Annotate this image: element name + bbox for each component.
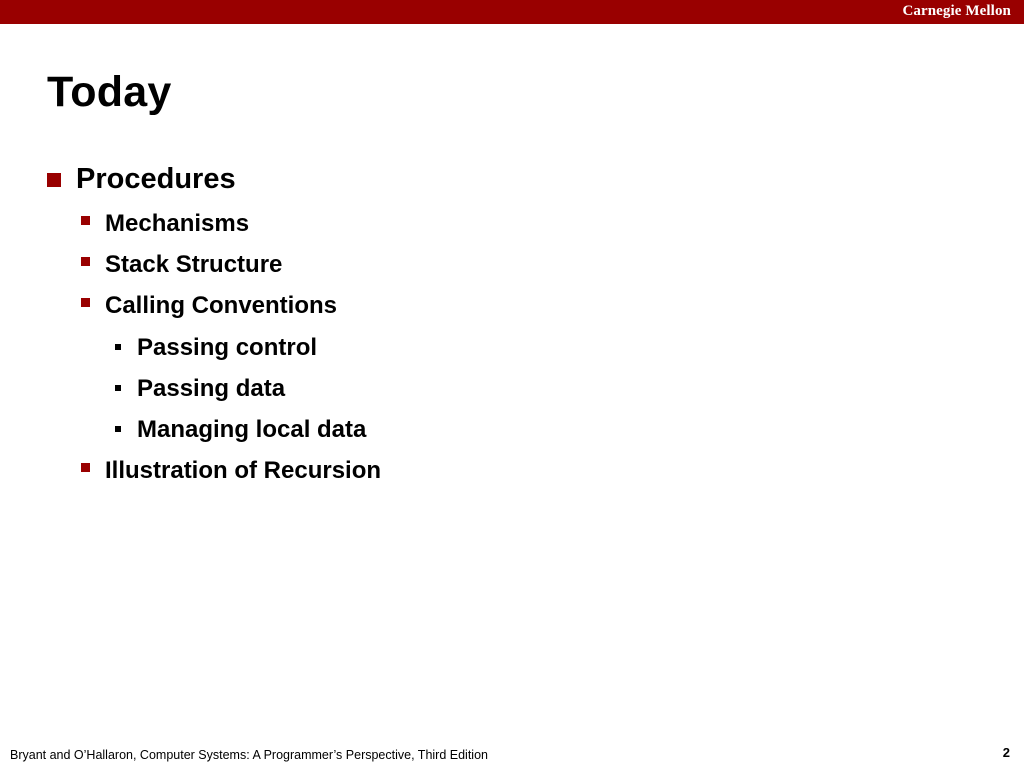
slide-title: Today xyxy=(47,68,172,116)
bullet-item-mechanisms xyxy=(81,210,249,238)
page-number: 2 xyxy=(1002,745,1010,760)
bullet-item-passing-data xyxy=(115,375,285,403)
small-square-bullet-icon xyxy=(115,344,121,350)
small-square-bullet-icon xyxy=(115,385,121,391)
bullet-text: Mechanisms xyxy=(105,210,250,237)
bullet-text: Passing control xyxy=(137,334,318,361)
bullet-item-managing-local-data xyxy=(115,416,366,444)
footer-citation: Bryant and O’Hallaron, Computer Systems: A Programmer’s Perspective, Third Edition xyxy=(10,748,488,762)
bullet-text: Procedures xyxy=(76,163,236,195)
bullet-text: Calling Conventions xyxy=(105,292,338,319)
square-bullet-icon xyxy=(81,463,90,472)
bullet-text: Illustration of Recursion xyxy=(105,457,382,484)
square-bullet-icon xyxy=(81,298,90,307)
square-bullet-icon xyxy=(81,257,90,266)
bullet-text: Stack Structure xyxy=(105,251,283,278)
bullet-text: Passing data xyxy=(137,375,286,402)
bullet-item-procedures xyxy=(47,163,236,196)
bullet-item-stack-structure xyxy=(81,251,282,279)
bullet-item-calling-conventions xyxy=(81,292,337,320)
bullet-item-illustration-of-recursion xyxy=(81,457,381,485)
square-bullet-icon xyxy=(81,216,90,225)
bullet-text: Managing local data xyxy=(137,416,367,443)
bullet-item-passing-control xyxy=(115,334,317,362)
institution-name: Carnegie Mellon xyxy=(902,3,1011,19)
small-square-bullet-icon xyxy=(115,426,121,432)
square-bullet-icon xyxy=(47,173,61,187)
